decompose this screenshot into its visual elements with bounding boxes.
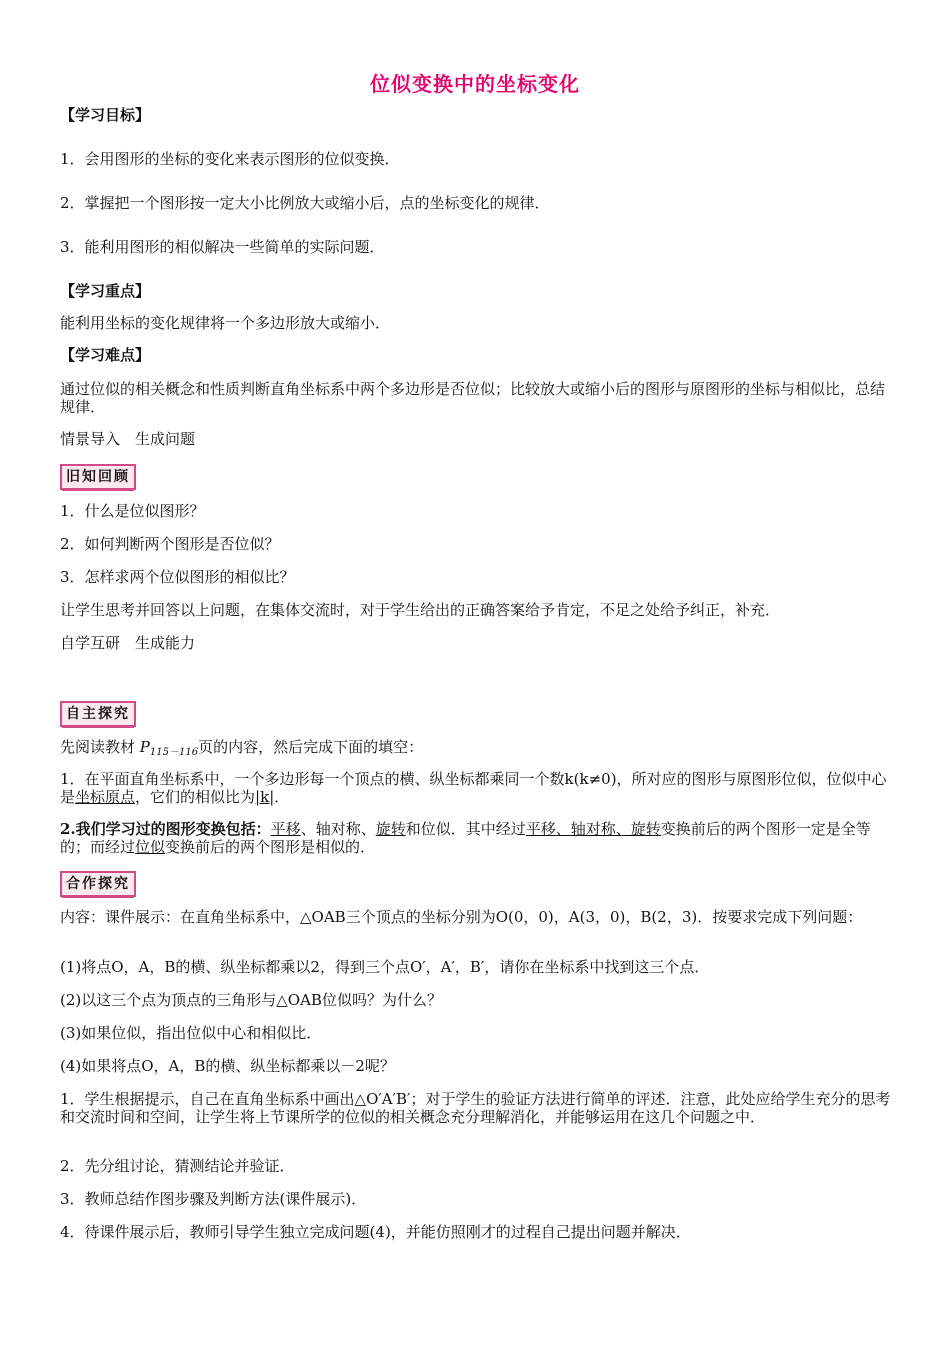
- goal-item-1: 1．会用图形的坐标的变化来表示图形的位似变换．: [60, 150, 400, 168]
- q2-text-e: 和位似．其中经过: [405, 820, 526, 838]
- page-title: 位似变换中的坐标变化: [370, 72, 580, 96]
- explore-question-2: [60, 820, 892, 856]
- q2-text-i: 变换前后的两个图形是相似的．: [165, 838, 376, 856]
- goals-heading: 【学习目标】: [60, 106, 151, 124]
- coop-content: 内容：课件展示：在直角坐标系中，△OAB三个顶点的坐标分别为O(0，0)，A(3，0)，B(2，3)．按要求完成下列问题：: [60, 908, 863, 926]
- q2-text-c: 、轴对称、: [300, 820, 376, 838]
- coop-step-3: 3．教师总结作图步骤及判断方法(课件展示)．: [60, 1190, 367, 1208]
- q1-answer-center: 坐标原点: [75, 788, 136, 806]
- q1-text-e: ．: [274, 788, 290, 806]
- coop-question-4: (4)如果将点O，A，B的横、纵坐标都乘以－2呢？: [60, 1057, 395, 1075]
- q2-answer-congruent: 平移、轴对称、旋转: [525, 820, 661, 838]
- coop-step-2: 2．先分组讨论，猜测结论并验证．: [60, 1157, 295, 1175]
- coop-question-1: (1)将点O，A，B的横、纵坐标都乘以2，得到三个点O′，A′，B′，请你在坐标系中找到这三个点．: [60, 958, 710, 976]
- coop-question-3: (3)如果位似，指出位似中心和相似比．: [60, 1024, 322, 1042]
- lead-page-letter: P: [139, 738, 150, 756]
- coop-step-4: 4．待课件展示后，教师引导学生独立完成问题(4)，并能仿照刚才的过程自己提出问题并解决．: [60, 1223, 691, 1241]
- q1-text-c: ，它们的相似比为: [135, 788, 256, 806]
- self-study-label: 自学互研 生成能力: [60, 634, 196, 652]
- q2-answer-similar: 位似: [135, 838, 166, 856]
- review-item-3: 3．怎样求两个位似图形的相似比？: [60, 568, 295, 586]
- q2-text-a: 2.我们学习过的图形变换包括：: [60, 820, 271, 838]
- review-note: 让学生思考并回答以上问题，在集体交流时，对于学生给出的正确答案给予肯定，不足之处给予纠正，补充．: [60, 601, 781, 619]
- q1-answer-ratio: |k|: [255, 788, 275, 806]
- explore-question-1: [60, 770, 892, 806]
- q2-text-g: 变换前后的两个图形一定是全等的；而经过: [60, 820, 871, 856]
- q2-answer-translation: 平移: [270, 820, 301, 838]
- lead-text-start: 先阅读教材: [60, 738, 136, 756]
- key-heading: 【学习重点】: [60, 282, 151, 300]
- difficulty-heading: 【学习难点】: [60, 346, 151, 364]
- explore-badge: 自主探究: [60, 701, 136, 727]
- difficulty-text: 通过位似的相关概念和性质判断直角坐标系中两个多边形是否位似；比较放大或缩小后的图形与原图形的坐标与相似比，总结规律．: [60, 380, 886, 416]
- q1-text-a: 1．在平面直角坐标系中，一个多边形每一个顶点的横、纵坐标都乘同一个数k(k≠0)，所对应的图形与原图形位似，位似中心是: [60, 770, 887, 806]
- goal-item-2: 2．掌握把一个图形按一定大小比例放大或缩小后，点的坐标变化的规律．: [60, 194, 550, 212]
- lead-page-range: 115－116: [149, 747, 199, 758]
- explore-lead: [60, 738, 423, 762]
- lead-text-end: 页的内容，然后完成下面的填空：: [198, 738, 424, 756]
- goal-item-3: 3．能利用图形的相似解决一些简单的实际问题．: [60, 238, 385, 256]
- review-item-2: 2．如何判断两个图形是否位似？: [60, 535, 280, 553]
- review-badge: 旧知回顾: [60, 464, 136, 490]
- coop-step-1: 1．学生根据提示，自己在直角坐标系中画出△O′A′B′；对于学生的验证方法进行简单的评述．注意，此处应给学生充分的思考和交流时间和空间，让学生将上节课所学的位似的相关概念充分理解消化，并能够运用在这几个问题之中．: [60, 1090, 891, 1126]
- review-item-1: 1．什么是位似图形？: [60, 502, 205, 520]
- coop-question-2: (2)以这三个点为顶点的三角形与△OAB位似吗？为什么？: [60, 991, 442, 1009]
- key-text: 能利用坐标的变化规律将一个多边形放大或缩小．: [60, 314, 391, 332]
- coop-badge: 合作探究: [60, 871, 136, 897]
- intro-label: 情景导入 生成问题: [60, 430, 196, 448]
- q2-answer-rotation: 旋转: [375, 820, 406, 838]
